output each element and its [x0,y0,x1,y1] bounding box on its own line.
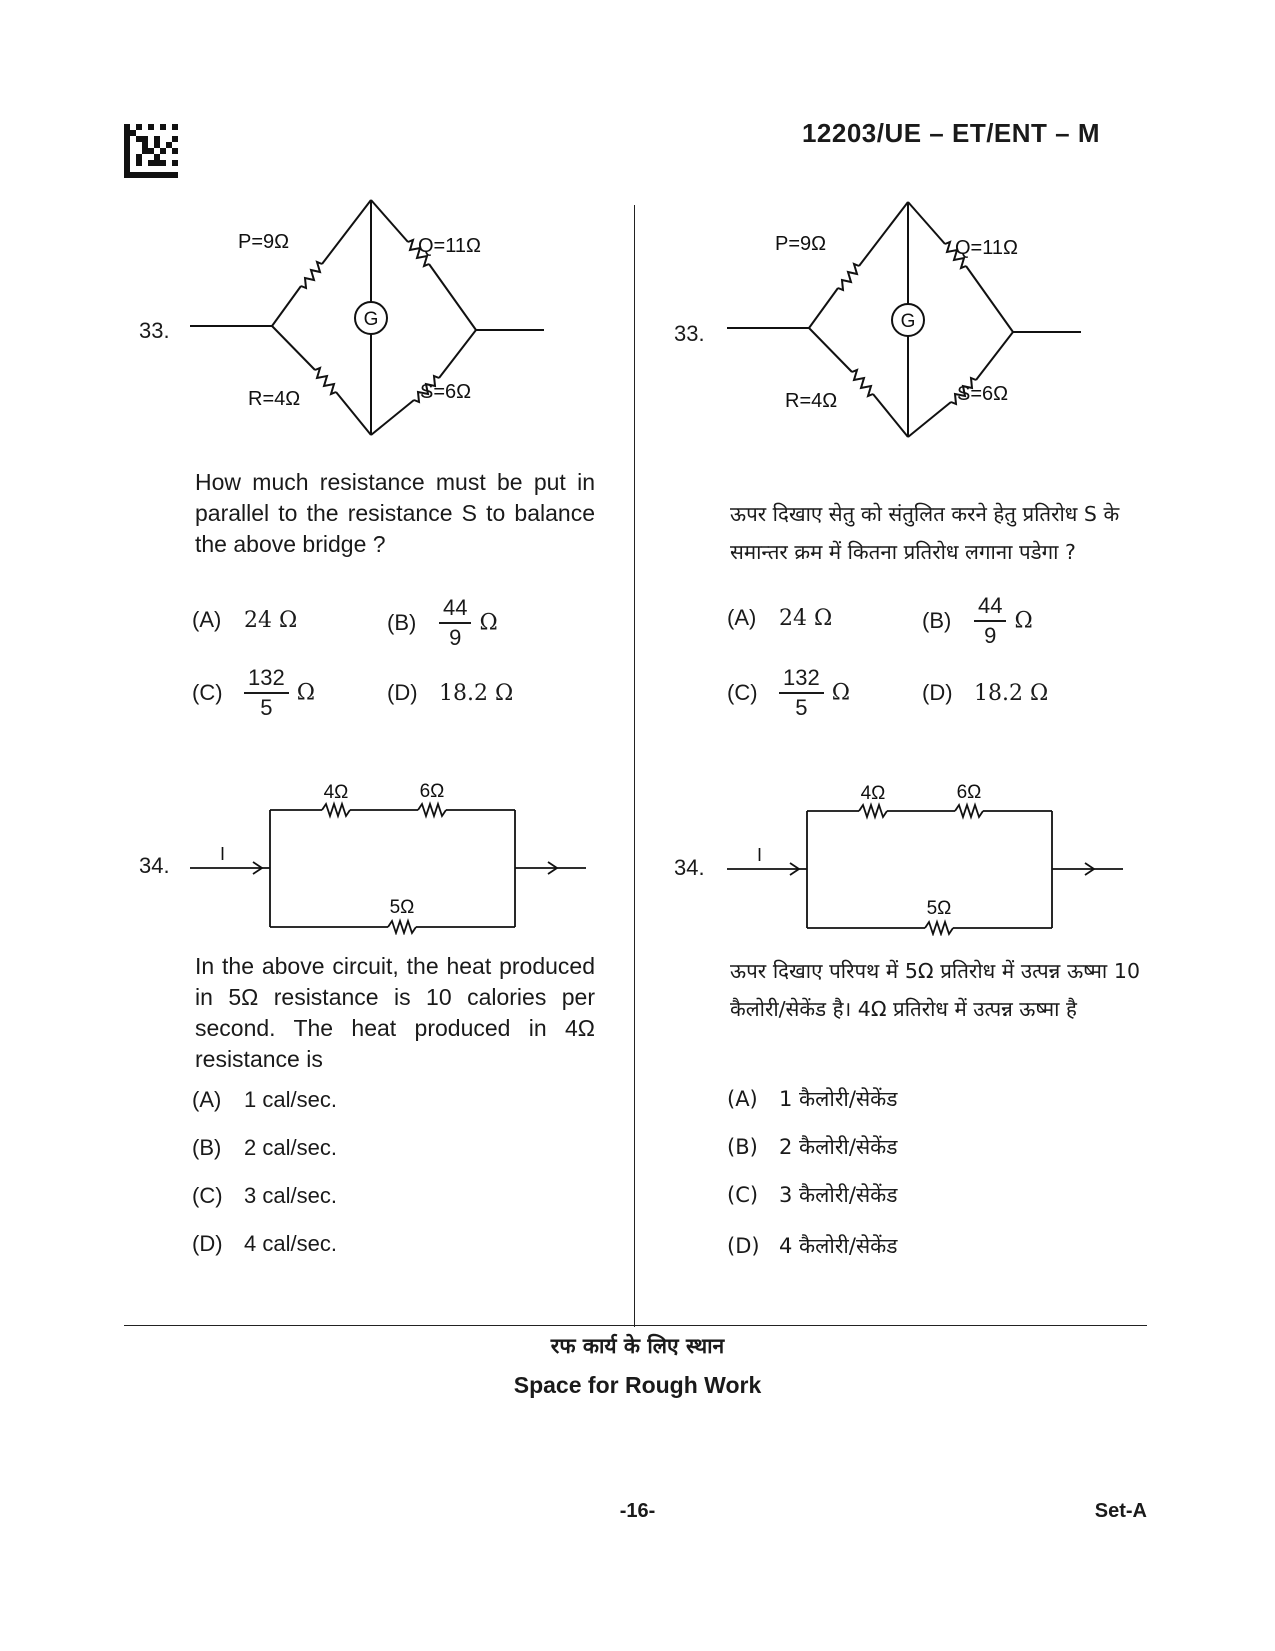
option-d[interactable]: (D) 18.2 Ω [922,680,1049,706]
question-number: 33. [674,321,705,346]
resistor-q-label: Q=11Ω [418,235,481,257]
paper-code: 12203/UE – ET/ENT – M [801,118,1100,148]
option-b[interactable]: (B) 2 cal/sec. [192,1135,337,1160]
resistor-r-label: R=4Ω [785,390,838,412]
resistor-p-label: P=9Ω [775,233,827,255]
option-a[interactable]: (A) 24 Ω [192,607,298,633]
resistor-s-label: S=6Ω [957,383,1009,405]
question-number: 34. [674,855,705,880]
circuit-diagram [727,776,1127,936]
resistor-5-label: 5Ω [926,898,952,919]
option-c[interactable]: (C) $\frac{132}{5}$ Ω [192,665,315,720]
wheatstone-bridge-diagram [190,190,550,460]
set-label: Set-A [1094,1500,1147,1522]
resistor-s-label: S=6Ω [420,381,472,403]
question-text: ऊपर दिखाए सेतु को संतुलित करने हेतु प्रतिरोध S के समान्तर क्रम में कितना प्रतिरोध लगाना पडेगा ? [730,502,1120,564]
resistor-4-label: 4Ω [323,782,349,803]
resistor-5-label: 5Ω [389,897,415,918]
question-number: 33. [139,318,170,343]
option-a[interactable]: (A) 24 Ω [727,605,833,631]
footer-rule [124,1325,1147,1326]
resistor-r-label: R=4Ω [248,388,301,410]
resistor-4-label: 4Ω [860,783,886,804]
galvanometer-label: G [363,309,379,330]
option-c[interactable]: (C) 3 कैलोरी/सेकेंड [727,1183,898,1207]
option-b[interactable]: (B) $\frac{44}{9}$ Ω [922,593,1033,648]
column-divider [634,205,635,1327]
resistor-6-label: 6Ω [956,782,982,803]
question-number: 34. [139,853,170,878]
option-c[interactable]: (C) $\frac{132}{5}$ Ω [727,665,850,720]
option-d[interactable]: (D) 4 कैलोरी/सेकेंड [727,1234,898,1258]
current-label: I [757,845,763,865]
option-b[interactable]: (B) 2 कैलोरी/सेकेंड [727,1135,898,1159]
wheatstone-bridge-diagram [727,192,1087,462]
current-label: I [220,844,226,864]
resistor-6-label: 6Ω [419,781,445,802]
galvanometer-label: G [900,311,916,332]
rough-work-label: Space for Rough Work [513,1372,762,1398]
resistor-p-label: P=9Ω [238,231,290,253]
option-b[interactable]: (B) $\frac{44}{9}$ Ω [387,595,498,650]
option-c[interactable]: (C) 3 cal/sec. [192,1183,337,1208]
resistor-q-label: Q=11Ω [955,237,1018,259]
rough-work-label-hindi: रफ कार्य के लिए स्थान [550,1334,725,1358]
circuit-diagram [190,775,590,935]
page-number: -16- [619,1500,656,1522]
question-text: How much resistance must be put in parallel to the resistance S to balance the above bridge ? [195,469,595,557]
qr-code [124,124,178,178]
option-d[interactable]: (D) 18.2 Ω [387,680,514,706]
question-text: ऊपर दिखाए परिपथ में 5Ω प्रतिरोध में उत्पन्न ऊष्मा 10 कैलोरी/सेकेंड है। 4Ω प्रतिरोध में उत्पन्न ऊष्मा है [730,959,1140,1021]
option-a[interactable]: (A) 1 cal/sec. [192,1087,337,1112]
option-a[interactable]: (A) 1 कैलोरी/सेकेंड [727,1087,898,1111]
question-text: In the above circuit, the heat produced in 5Ω resistance is 10 calories per second. The heat produced in 4Ω resistance is [195,953,595,1072]
option-d[interactable]: (D) 4 cal/sec. [192,1231,337,1256]
